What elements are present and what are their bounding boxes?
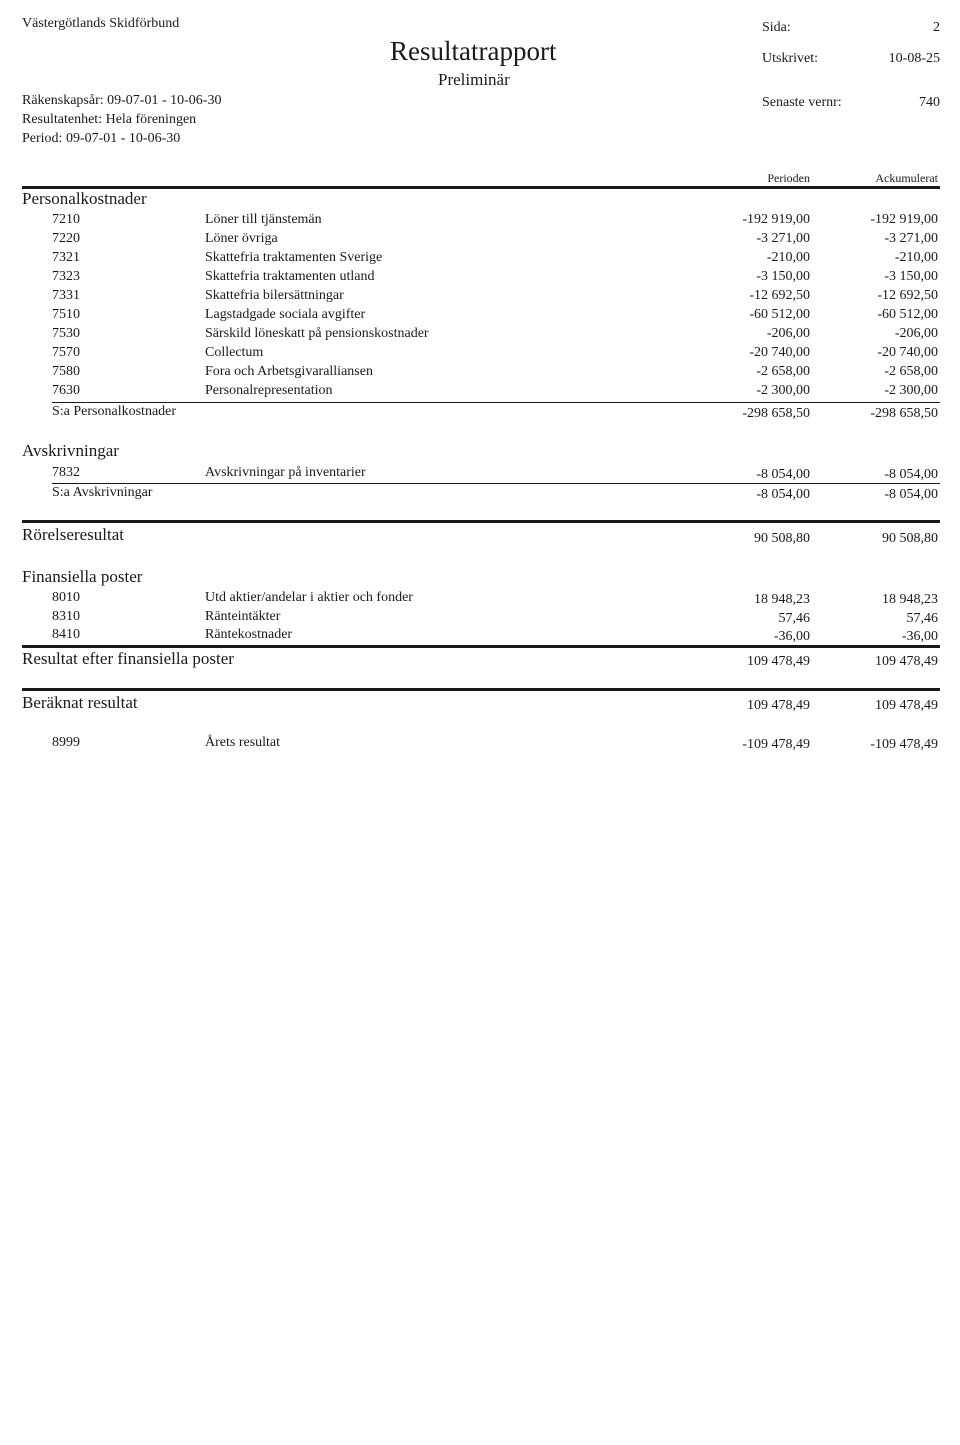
latest-voucher-label: Senaste vernr: xyxy=(762,95,842,110)
account-description: Ränteintäkter xyxy=(205,609,281,624)
calculated-result-label: Beräknat resultat xyxy=(22,693,138,712)
subtotal-perioden-avskrivningar: -8 054,00 xyxy=(756,487,810,502)
amount-ackumulerat: -2 300,00 xyxy=(884,383,938,398)
account-description: Skattefria traktamenten utland xyxy=(205,269,375,284)
subtotal-ackumulerat-avskrivningar: -8 054,00 xyxy=(884,487,938,502)
financial-result-ackumulerat: 109 478,49 xyxy=(875,654,938,669)
amount-perioden: -3 271,00 xyxy=(756,231,810,246)
amount-ackumulerat: -192 919,00 xyxy=(870,212,938,227)
subtotal-perioden-personalkostnader: -298 658,50 xyxy=(742,406,810,421)
section-heading-avskrivningar: Avskrivningar xyxy=(22,441,119,460)
amount-perioden: -206,00 xyxy=(766,326,810,341)
amount-ackumulerat: -60 512,00 xyxy=(877,307,938,322)
section-rule xyxy=(22,688,940,691)
amount-perioden: -20 740,00 xyxy=(749,345,810,360)
financial-result-perioden: 109 478,49 xyxy=(747,654,810,669)
amount-perioden: 18 948,23 xyxy=(754,592,810,607)
section-heading-finansiella-poster: Finansiella poster xyxy=(22,567,143,586)
account-description: Collectum xyxy=(205,345,264,360)
amount-ackumulerat: -206,00 xyxy=(894,326,938,341)
amount-ackumulerat: -2 658,00 xyxy=(884,364,938,379)
calculated-result-ackumulerat: 109 478,49 xyxy=(875,698,938,713)
header-rule xyxy=(22,186,940,189)
account-code: 7570 xyxy=(52,345,80,360)
account-description: Årets resultat xyxy=(205,735,281,750)
amount-perioden: -36,00 xyxy=(773,629,810,644)
account-description: Löner till tjänstemän xyxy=(205,212,322,227)
amount-perioden: -192 919,00 xyxy=(742,212,810,227)
amount-ackumulerat: -36,00 xyxy=(901,629,938,644)
amount-perioden: -12 692,50 xyxy=(749,288,810,303)
amount-ackumulerat: 18 948,23 xyxy=(882,592,938,607)
account-description: Fora och Arbetsgivaralliansen xyxy=(205,364,373,379)
annual-result-perioden: -109 478,49 xyxy=(742,737,810,752)
printed-label: Utskrivet: xyxy=(762,51,818,66)
subtotal-ackumulerat-personalkostnader: -298 658,50 xyxy=(870,406,938,421)
printed-date: 10-08-25 xyxy=(888,51,940,66)
amount-perioden: -2 658,00 xyxy=(756,364,810,379)
account-code: 7630 xyxy=(52,383,80,398)
annual-result-ackumulerat: -109 478,49 xyxy=(870,737,938,752)
amount-ackumulerat: -20 740,00 xyxy=(877,345,938,360)
account-code: 7580 xyxy=(52,364,80,379)
account-description: Lagstadgade sociala avgifter xyxy=(205,307,366,322)
account-code: 8310 xyxy=(52,609,80,624)
account-code: 7321 xyxy=(52,250,80,265)
column-header-perioden: Perioden xyxy=(767,171,810,185)
page-label: Sida: xyxy=(762,20,791,35)
amount-ackumulerat: -8 054,00 xyxy=(884,467,938,482)
amount-perioden: -210,00 xyxy=(766,250,810,265)
result-unit: Resultatenhet: Hela föreningen xyxy=(22,112,197,127)
account-description: Skattefria bilersättningar xyxy=(205,288,344,303)
account-code: 8999 xyxy=(52,735,80,750)
account-code: 8410 xyxy=(52,627,80,642)
account-code: 7510 xyxy=(52,307,80,322)
calculated-result-perioden: 109 478,49 xyxy=(747,698,810,713)
page-number: 2 xyxy=(933,20,940,35)
amount-ackumulerat: -3 150,00 xyxy=(884,269,938,284)
account-description: Skattefria traktamenten Sverige xyxy=(205,250,383,265)
amount-perioden: -8 054,00 xyxy=(756,467,810,482)
amount-ackumulerat: 57,46 xyxy=(906,611,938,626)
account-description: Räntekostnader xyxy=(205,627,293,642)
latest-voucher-number: 740 xyxy=(919,95,940,110)
fiscal-year: Räkenskapsår: 09-07-01 - 10-06-30 xyxy=(22,93,222,108)
financial-result-label: Resultat efter finansiella poster xyxy=(22,649,234,668)
period-range: Period: 09-07-01 - 10-06-30 xyxy=(22,131,181,146)
account-description: Personalrepresentation xyxy=(205,383,333,398)
operating-result-label: Rörelseresultat xyxy=(22,525,124,544)
operating-result-perioden: 90 508,80 xyxy=(754,531,810,546)
subtotal-label-personalkostnader: S:a Personalkostnader xyxy=(52,404,177,419)
amount-ackumulerat: -210,00 xyxy=(894,250,938,265)
account-code: 7331 xyxy=(52,288,80,303)
account-code: 7832 xyxy=(52,465,80,480)
account-description: Löner övriga xyxy=(205,231,278,246)
section-rule xyxy=(22,645,940,648)
account-code: 7323 xyxy=(52,269,80,284)
account-description: Avskrivningar på inventarier xyxy=(205,465,366,480)
amount-perioden: -3 150,00 xyxy=(756,269,810,284)
amount-perioden: -2 300,00 xyxy=(756,383,810,398)
account-code: 7210 xyxy=(52,212,80,227)
operating-result-ackumulerat: 90 508,80 xyxy=(882,531,938,546)
amount-ackumulerat: -3 271,00 xyxy=(884,231,938,246)
account-description: Utd aktier/andelar i aktier och fonder xyxy=(205,590,413,605)
organization-name: Västergötlands Skidförbund xyxy=(22,16,180,31)
section-rule xyxy=(22,520,940,523)
account-code: 7530 xyxy=(52,326,80,341)
report-subtitle: Preliminär xyxy=(438,70,510,89)
subtotal-label-avskrivningar: S:a Avskrivningar xyxy=(52,485,153,500)
column-header-ackumulerat: Ackumulerat xyxy=(875,171,938,185)
report-title: Resultatrapport xyxy=(390,36,557,66)
subtotal-rule xyxy=(52,483,940,484)
amount-perioden: -60 512,00 xyxy=(749,307,810,322)
account-description: Särskild löneskatt på pensionskostnader xyxy=(205,326,429,341)
account-code: 8010 xyxy=(52,590,80,605)
amount-ackumulerat: -12 692,50 xyxy=(877,288,938,303)
amount-perioden: 57,46 xyxy=(778,611,810,626)
subtotal-rule xyxy=(52,402,940,403)
section-heading-personalkostnader: Personalkostnader xyxy=(22,189,147,208)
account-code: 7220 xyxy=(52,231,80,246)
